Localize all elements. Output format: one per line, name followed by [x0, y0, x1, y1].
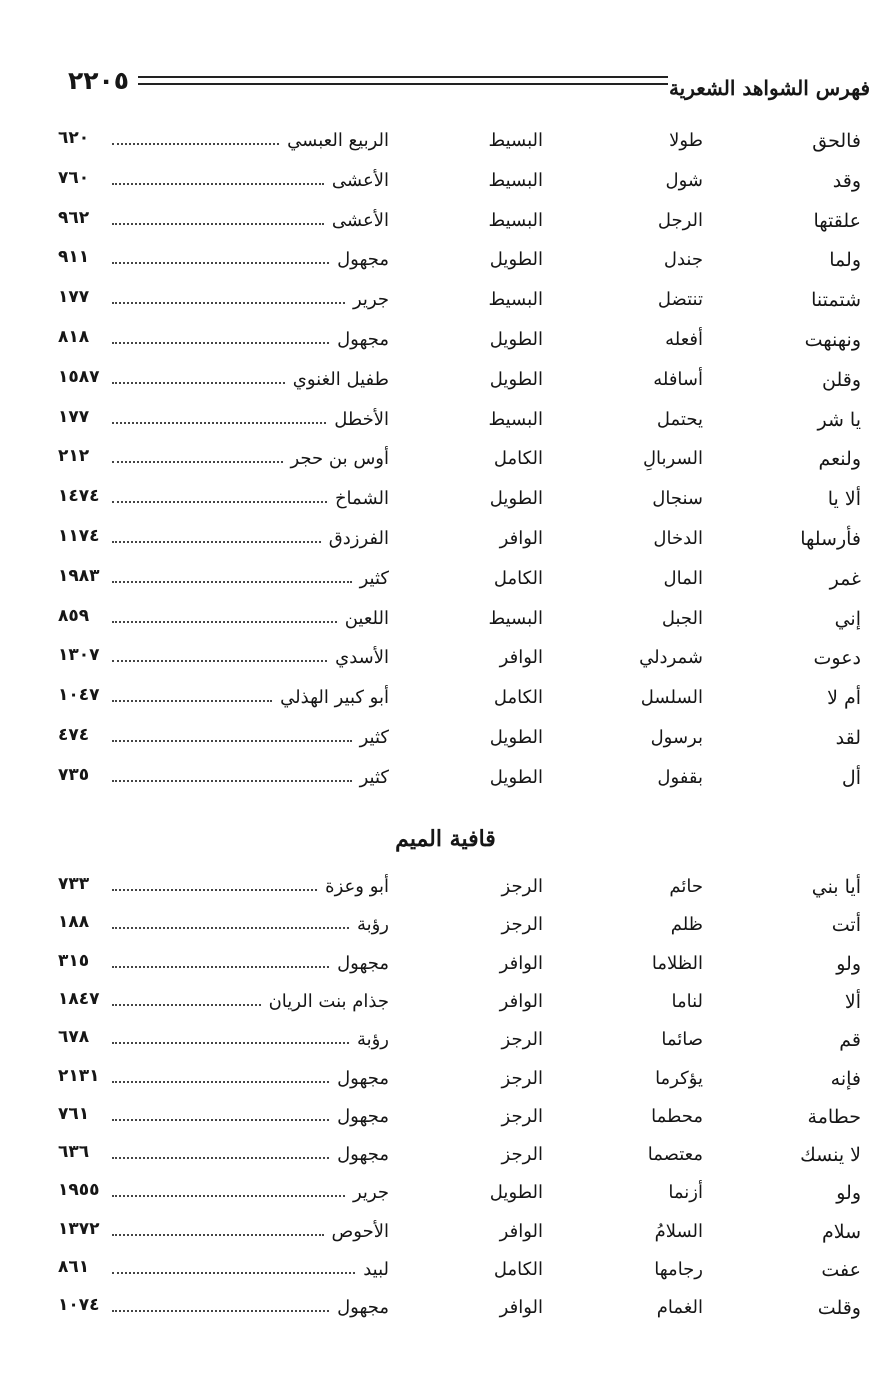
- first-words: فإنه: [830, 1067, 861, 1090]
- rhyme-word: ظلم: [670, 914, 703, 936]
- page-reference: ٢١٣١: [58, 1065, 100, 1086]
- meter: الكامل: [493, 687, 543, 709]
- index-row: [0, 764, 891, 805]
- index-row: [0, 528, 891, 566]
- poet-name: الربيع العبسي: [287, 130, 389, 151]
- dot-leader: [112, 541, 321, 543]
- rhyme-word: برسول: [650, 727, 703, 748]
- first-words: عفت: [821, 1259, 861, 1281]
- header-title: فهرس الشواهد الشعرية: [668, 76, 870, 100]
- index-row: [0, 876, 891, 914]
- poet-name: لبيد: [363, 1259, 389, 1280]
- meter: الوافر: [499, 952, 543, 974]
- poet-name: جرير: [353, 289, 389, 311]
- poet-name: الأعشى: [331, 209, 389, 231]
- dot-leader: [112, 740, 352, 742]
- poet-name: الشماخ: [334, 488, 389, 510]
- page-reference: ٧٦١: [58, 1103, 90, 1124]
- index-row: [0, 167, 891, 208]
- poet-name: أوس بن حجر: [290, 448, 389, 470]
- index-row: [0, 249, 891, 287]
- dot-leader: [112, 889, 317, 891]
- index-row: [0, 1103, 891, 1144]
- poet-name: كثير: [359, 727, 389, 748]
- first-words: ولما: [829, 249, 861, 272]
- index-row: [0, 1259, 891, 1297]
- rhyme-word: الرجل: [657, 209, 703, 231]
- meter: البسيط: [488, 289, 543, 311]
- rhyme-word: طولا: [669, 130, 703, 151]
- dot-leader: [112, 1119, 329, 1121]
- poet-name: جذام بنت الريان: [268, 990, 389, 1012]
- poet-name: مجهول: [337, 329, 389, 350]
- page-reference: ١٤٧٤: [58, 486, 100, 507]
- index-row: [0, 1144, 891, 1182]
- first-words: ألا: [844, 990, 861, 1013]
- dot-leader: [112, 780, 352, 782]
- poet-name: مجهول: [337, 1067, 389, 1089]
- page-header: [60, 62, 870, 102]
- dot-leader: [112, 1272, 355, 1274]
- index-row: [0, 1029, 891, 1067]
- index-row: [0, 647, 891, 685]
- rhyme-word: السلسل: [640, 687, 703, 709]
- page-reference: ١٠٧٤: [58, 1295, 100, 1316]
- index-row: [0, 605, 891, 646]
- dot-leader: [112, 1042, 349, 1044]
- poet-name: مجهول: [337, 1297, 389, 1319]
- first-words: وقد: [832, 169, 861, 192]
- poet-name: اللعين: [344, 607, 389, 629]
- rhyme-word: صائما: [661, 1029, 703, 1051]
- meter: الطويل: [489, 488, 543, 510]
- first-words: فالحق: [812, 130, 861, 152]
- first-words: ألا يا: [827, 488, 861, 511]
- poet-name: كثير: [359, 567, 389, 589]
- index-row: [0, 1182, 891, 1220]
- dot-leader: [112, 143, 279, 145]
- index-row: [0, 687, 891, 725]
- meter: الطويل: [489, 329, 543, 350]
- dot-leader: [112, 1081, 329, 1083]
- rhyme-word: السلامُ: [654, 1220, 703, 1242]
- dot-leader: [112, 302, 345, 304]
- meter: الوافر: [499, 647, 543, 669]
- dot-leader: [112, 927, 349, 929]
- rhyme-word: الظلاما: [651, 952, 703, 974]
- rhyme-word: السربالِ: [642, 448, 703, 470]
- meter: البسيط: [488, 209, 543, 231]
- poet-name: رؤبة: [356, 1029, 389, 1051]
- poet-name: كثير: [359, 766, 389, 788]
- rhyme-word: يؤكرما: [655, 1067, 703, 1089]
- first-words: سلام: [821, 1220, 861, 1243]
- poet-name: أبو وعزة: [325, 876, 389, 897]
- meter: الطويل: [489, 766, 543, 788]
- dot-leader: [112, 621, 337, 623]
- meter: البسيط: [488, 607, 543, 629]
- page-reference: ٨٥٩: [58, 605, 90, 626]
- dot-leader: [112, 966, 329, 968]
- meter: الكامل: [493, 1259, 543, 1280]
- rhyme-word: أفعله: [665, 329, 703, 350]
- rhyme-word: الدخال: [653, 528, 703, 549]
- first-words: يا شر: [817, 408, 861, 431]
- first-words: قم: [839, 1029, 861, 1052]
- dot-leader: [112, 461, 283, 463]
- rhyme-word: حائم: [669, 876, 703, 897]
- dot-leader: [112, 1195, 345, 1197]
- rhyme-word: شمردلي: [639, 647, 703, 669]
- meter: الرجز: [501, 1029, 543, 1051]
- first-words: دعوت: [813, 647, 861, 670]
- rhyme-word: الغمام: [656, 1297, 703, 1319]
- first-words: وقلن: [821, 368, 861, 391]
- first-words: غمر: [829, 567, 861, 590]
- poet-name: الفرزدق: [328, 528, 389, 549]
- index-row: [0, 448, 891, 486]
- rhyme-word: رجامها: [654, 1259, 703, 1280]
- poet-name: الأعشى: [331, 169, 389, 191]
- first-words: أل: [841, 766, 861, 789]
- page-reference: ١٥٨٧: [58, 366, 100, 387]
- dot-leader: [112, 660, 327, 662]
- page-reference: ٧٦٠: [58, 167, 90, 188]
- dot-leader: [112, 1310, 329, 1312]
- first-words: إني: [834, 607, 861, 630]
- dot-leader: [112, 223, 324, 225]
- index-row: [0, 207, 891, 248]
- first-words: ولو: [836, 952, 861, 975]
- page-reference: ٧٣٣: [58, 874, 90, 894]
- first-words: علقتها: [813, 209, 861, 232]
- meter: الطويل: [489, 368, 543, 390]
- meter: الرجز: [501, 876, 543, 897]
- index-row: [0, 727, 891, 765]
- index-row: [0, 565, 891, 606]
- dot-leader: [112, 581, 352, 583]
- dot-leader: [112, 1004, 261, 1006]
- meter: الطويل: [489, 1182, 543, 1204]
- meter: البسيط: [488, 130, 543, 151]
- poet-name: رؤبة: [356, 914, 389, 936]
- first-words: وقلت: [817, 1297, 861, 1320]
- meter: الكامل: [493, 567, 543, 589]
- poet-name: الأسدي: [335, 647, 389, 669]
- page-reference: ١٨٨: [58, 912, 90, 933]
- page-reference: ٦٧٨: [58, 1027, 90, 1048]
- index-row: [0, 406, 891, 447]
- poet-name: الأخطل: [334, 408, 389, 430]
- first-words: ولو: [836, 1182, 861, 1205]
- poet-name: الأحوص: [331, 1220, 389, 1242]
- page-reference: ١٨٤٧: [58, 988, 100, 1009]
- page-reference: ١٩٥٥: [58, 1180, 100, 1201]
- meter: الوافر: [499, 528, 543, 549]
- first-words: أيا بني: [811, 876, 861, 898]
- rhyme-word: بقفول: [657, 766, 703, 788]
- dot-leader: [112, 382, 285, 384]
- dot-leader: [112, 700, 272, 702]
- poet-name: طفيل الغنوي: [292, 368, 389, 390]
- rhyme-word: يحتمل: [656, 408, 703, 430]
- meter: الطويل: [489, 249, 543, 271]
- meter: البسيط: [488, 169, 543, 191]
- page-reference: ١٠٤٧: [58, 685, 100, 706]
- page-reference: ١٧٧: [58, 406, 90, 427]
- meter: الرجز: [501, 914, 543, 936]
- rhyme-word: شول: [665, 169, 703, 191]
- poet-name: جرير: [353, 1182, 389, 1204]
- poet-name: مجهول: [337, 1105, 389, 1127]
- page-reference: ١٩٨٣: [58, 565, 100, 586]
- first-words: شتمتنا: [811, 289, 861, 312]
- meter: البسيط: [488, 408, 543, 430]
- first-words: أتت: [831, 914, 861, 937]
- page-reference: ٩١١: [58, 247, 90, 268]
- page-reference: ٤٧٤: [58, 725, 90, 745]
- first-words: ونهنهت: [804, 329, 861, 351]
- page-reference: ١١٧٤: [58, 526, 100, 546]
- meter: الكامل: [493, 448, 543, 470]
- rhyme-word: تنتضل: [657, 289, 703, 311]
- first-words: حطامة: [807, 1105, 861, 1128]
- page-number: ٢٢٠٥: [68, 66, 130, 95]
- first-words: لقد: [835, 727, 861, 749]
- poet-name: مجهول: [337, 249, 389, 271]
- dot-leader: [112, 422, 326, 424]
- meter: الوافر: [499, 1220, 543, 1242]
- rhyme-word: المال: [663, 567, 703, 589]
- page-reference: ٦٣٦: [58, 1142, 90, 1163]
- index-row: [0, 366, 891, 407]
- dot-leader: [112, 1234, 324, 1236]
- meter: الرجز: [501, 1067, 543, 1089]
- dot-leader: [112, 342, 329, 344]
- first-words: فأرسلها: [800, 528, 861, 550]
- page-reference: ٦٢٠: [58, 128, 90, 148]
- meter: الوافر: [499, 1297, 543, 1319]
- meter: الرجز: [501, 1105, 543, 1127]
- page-reference: ١٧٧: [58, 287, 90, 308]
- index-row: [0, 988, 891, 1029]
- page-reference: ١٣٠٧: [58, 645, 100, 666]
- poet-name: أبو كبير الهذلي: [280, 687, 389, 709]
- rhyme-word: أزنما: [668, 1182, 703, 1204]
- meter: الطويل: [489, 727, 543, 748]
- index-row: [0, 914, 891, 952]
- index-row: [0, 1297, 891, 1335]
- page-reference: ٨٦١: [58, 1257, 90, 1277]
- page-reference: ٢١٢: [58, 446, 90, 467]
- meter: الوافر: [499, 990, 543, 1012]
- index-row: [0, 130, 891, 168]
- meter: الرجز: [501, 1144, 543, 1166]
- dot-leader: [112, 262, 329, 264]
- index-row: [0, 1218, 891, 1259]
- rhyme-word: معتصما: [647, 1144, 703, 1166]
- first-words: لا ينسك: [800, 1144, 861, 1167]
- index-row: [0, 289, 891, 327]
- rhyme-word: الجبل: [661, 607, 703, 629]
- dot-leader: [112, 501, 327, 503]
- rhyme-word: جندل: [663, 249, 703, 271]
- section-heading: قافية الميم: [395, 826, 496, 852]
- page-reference: ٧٣٥: [58, 764, 90, 785]
- poet-name: مجهول: [337, 952, 389, 974]
- page-reference: ١٣٧٢: [58, 1218, 100, 1239]
- index-row: [0, 950, 891, 991]
- rhyme-word: سنجال: [652, 488, 703, 510]
- first-words: ولنعم: [818, 448, 861, 471]
- page-reference: ٩٦٢: [58, 207, 90, 228]
- rhyme-word: أسافله: [653, 368, 703, 390]
- page-reference: ٨١٨: [58, 327, 90, 347]
- rhyme-word: محطما: [651, 1105, 703, 1127]
- index-row: [0, 1065, 891, 1106]
- first-words: أم لا: [827, 687, 861, 710]
- page-reference: ٣١٥: [58, 950, 90, 971]
- header-double-rule: [138, 76, 668, 85]
- index-row: [0, 329, 891, 367]
- dot-leader: [112, 183, 324, 185]
- rhyme-word: لناما: [671, 990, 703, 1012]
- poet-name: مجهول: [337, 1144, 389, 1166]
- dot-leader: [112, 1157, 329, 1159]
- index-row: [0, 488, 891, 526]
